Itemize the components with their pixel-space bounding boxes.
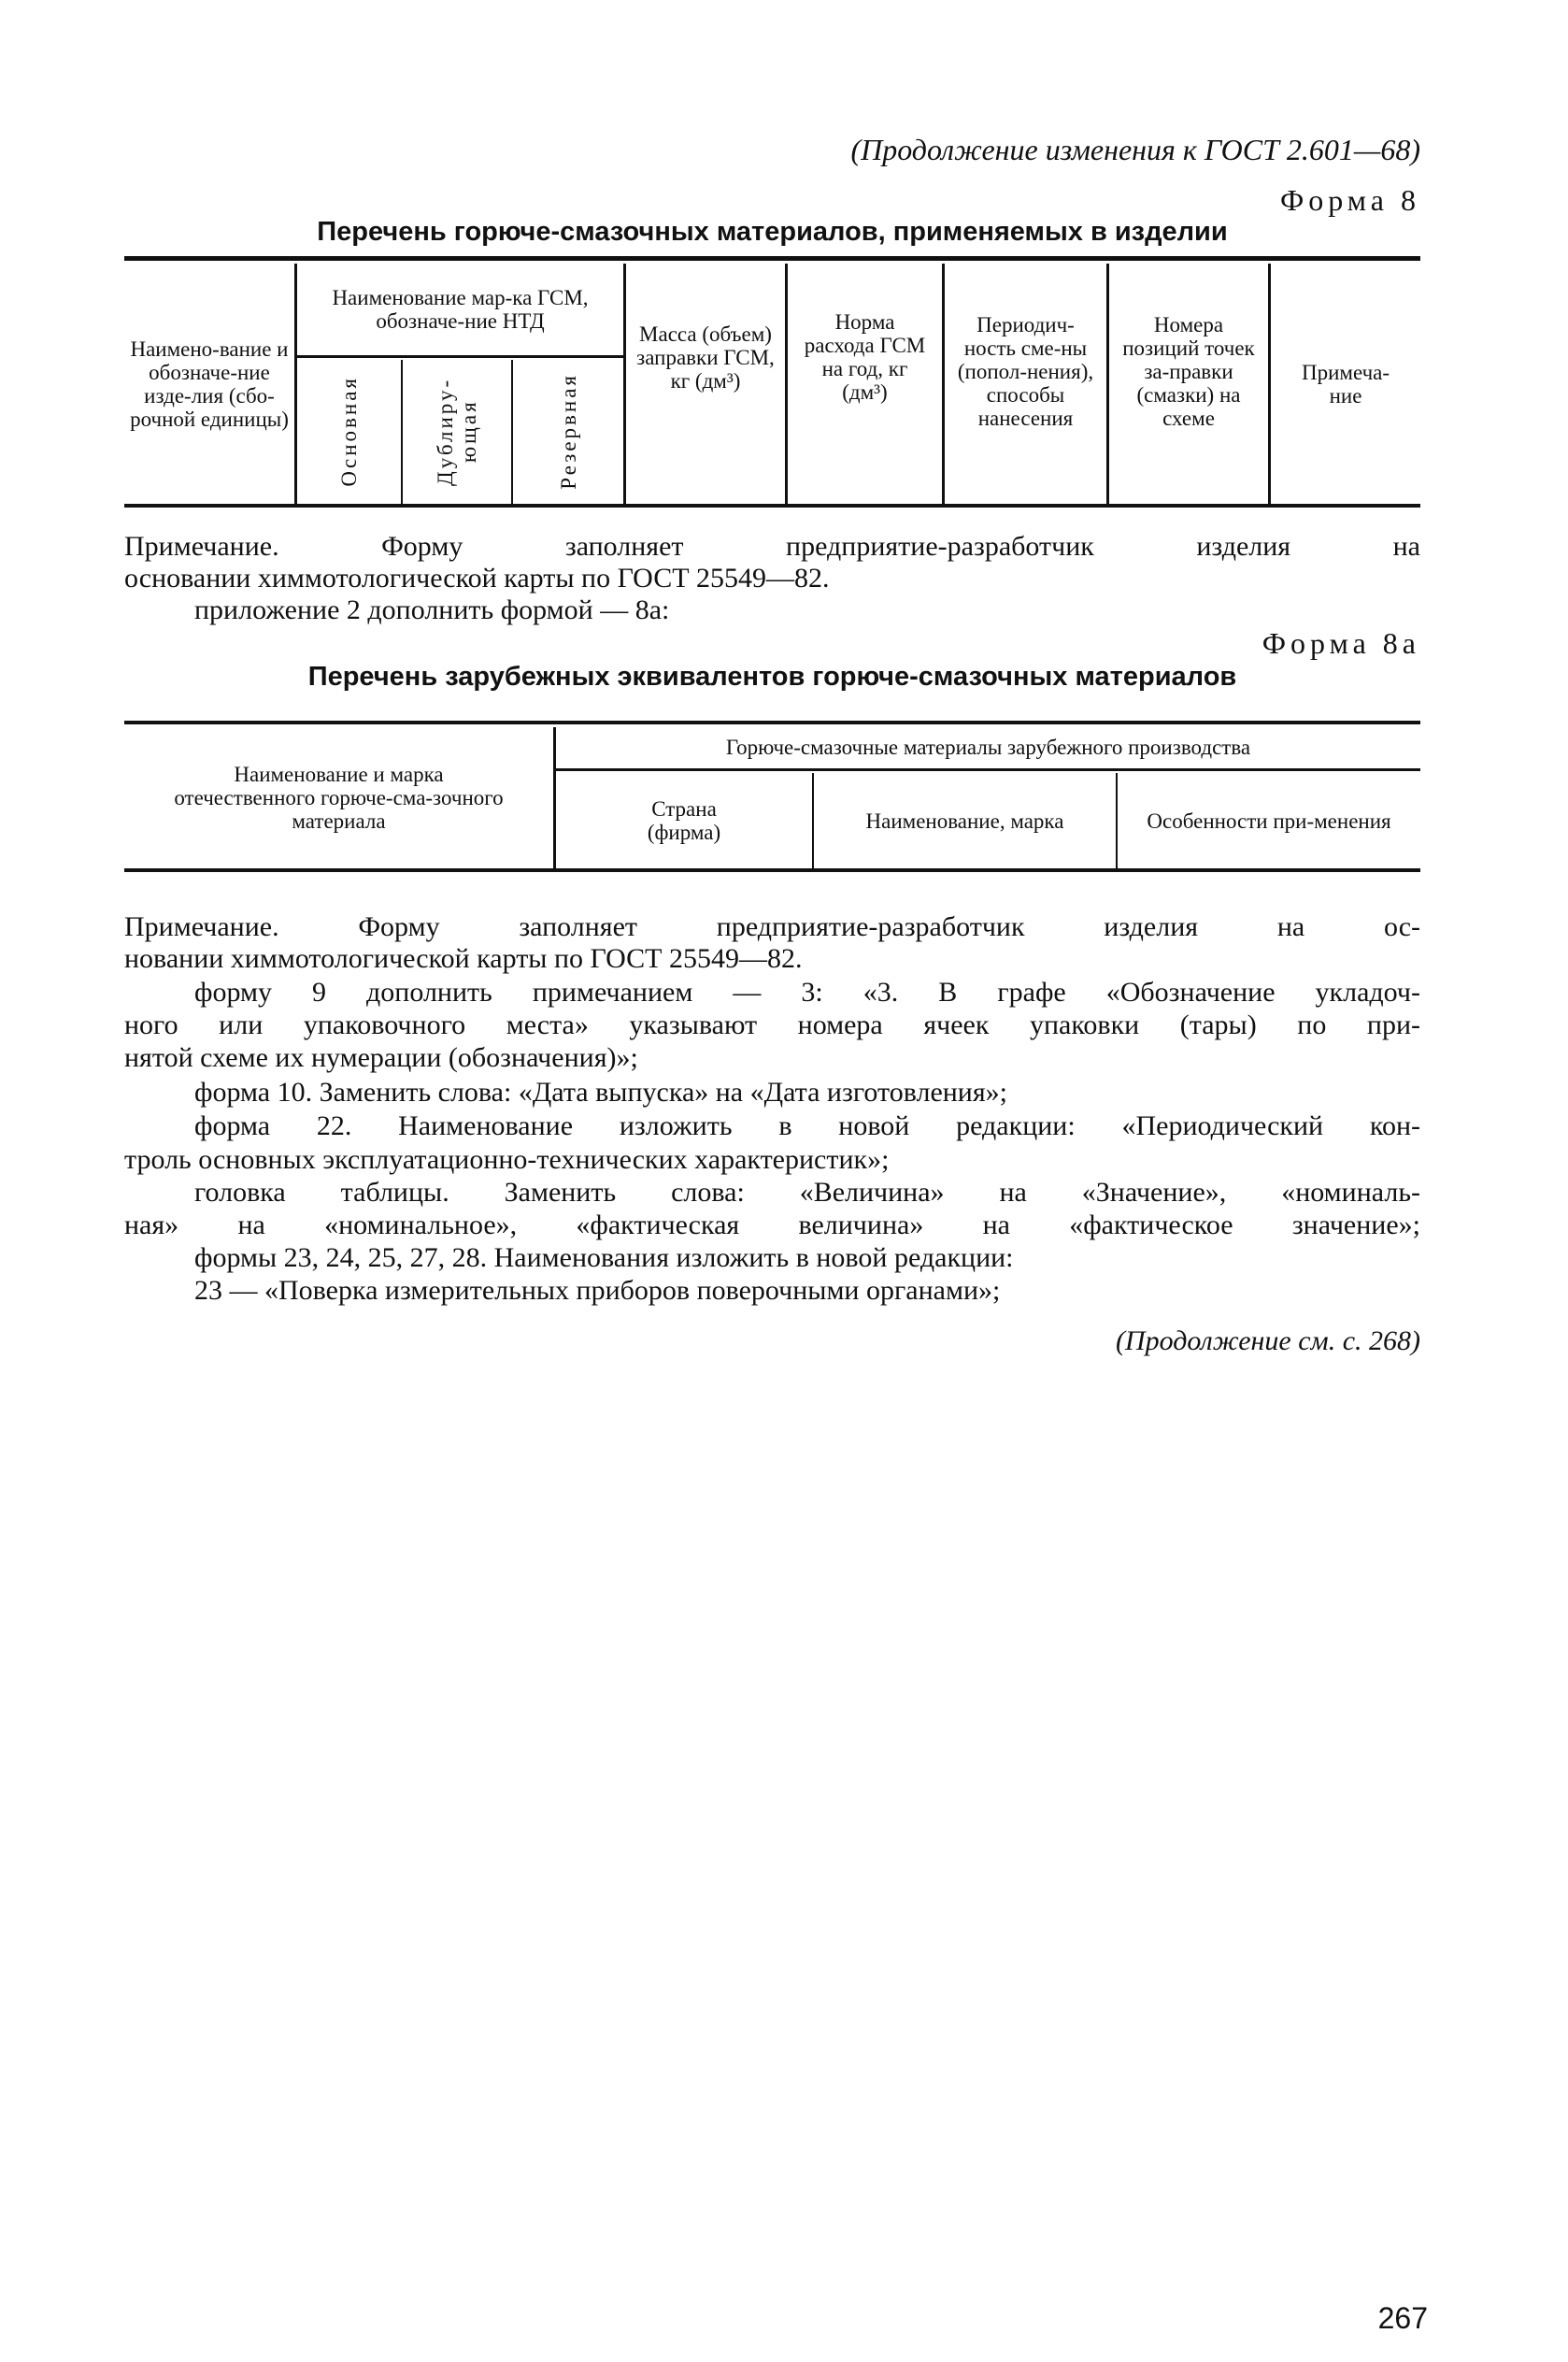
form-8a-note-line: Примечание. Форму заполняет предприятие-разработчик изделия на ос- <box>124 911 1420 942</box>
col-group-foreign: Горюче-смазочные материалы зарубежного производства <box>725 735 1251 759</box>
form-8-note-line: Примечание. Форму заполняет предприятие-разработчик изделия на <box>124 531 1420 562</box>
form-8a-label: Форма 8а <box>1262 626 1420 660</box>
subcol-reserve: Резервная <box>556 373 580 490</box>
col-positions: Номера позиций точек за-правки (смазки) на схеме <box>1122 312 1255 430</box>
col-periodicity: Периодич-ность сме-ны (попол-нения), способы нанесения <box>957 312 1094 430</box>
col-product-name: Наимено-вание и обозначе-ние изде-лия (сбо-рочной единицы) <box>130 336 289 431</box>
body-line: головка таблицы. Заменить слова: «Величина» на «Значение», «номиналь- <box>194 1177 1420 1208</box>
form-8-note-line: основании химмотологической карты по ГОСТ 25549—82. <box>124 563 830 594</box>
body-line: форма 22. Наименование изложить в новой редакции: «Периодический кон- <box>194 1110 1420 1141</box>
appendix-add-text: приложение 2 дополнить формой — 8а: <box>194 594 670 625</box>
form-8a-note-line: новании химмотологической карты по ГОСТ 25549—82. <box>124 943 803 974</box>
continuation-header: (Продолжение изменения к ГОСТ 2.601—68) <box>850 133 1420 166</box>
body-line: ного или упаковочного места» указывают номера ячеек упаковки (тары) по при- <box>124 1009 1420 1040</box>
col-application: Особенности при-менения <box>1147 809 1391 833</box>
col-fuel-brand: Наименование мар-ка ГСМ, обозначе-ние НТД <box>332 286 589 333</box>
form-8-label: Форма 8 <box>1279 183 1420 217</box>
col-mass: Масса (объем) заправки ГСМ, кг (дм³) <box>636 322 775 393</box>
col-domestic-fuel: Наименование и марка отечественного горюче-сма-зочного материала <box>174 763 504 833</box>
form-8-title: Перечень горюче-смазочных материалов, применяемых в изделии <box>317 217 1228 247</box>
col-rate: Норма расхода ГСМ на год, кг (дм³) <box>804 310 926 404</box>
body-line: форма 10. Заменить слова: «Дата выпуска» на «Дата изготовления»; <box>194 1077 1007 1108</box>
body-line: троль основных эксплуатационно-технических характеристик»; <box>124 1144 890 1175</box>
col-note: Примеча-ние <box>1301 360 1390 408</box>
body-line: формы 23, 24, 25, 27, 28. Наименования изложить в новой редакции: <box>194 1242 1014 1273</box>
body-line: 23 — «Поверка измерительных приборов поверочными органами»; <box>194 1275 1001 1306</box>
body-line: форму 9 дополнить примечанием — 3: «3. В графе «Обозначение укладоч- <box>194 977 1420 1008</box>
body-line: нятой схеме их нумерации (обозначения)»; <box>124 1042 638 1073</box>
subcol-main: Основная <box>337 376 361 487</box>
body-line: ная» на «номинальное», «фактическая величина» на «фактическое значение»; <box>124 1210 1420 1240</box>
form-8a-title: Перечень зарубежных эквивалентов горюче-смазочных материалов <box>307 662 1237 692</box>
col-name-brand: Наименование, марка <box>865 809 1064 833</box>
page-number: 267 <box>1377 2301 1428 2335</box>
col-country: Страна (фирма) <box>647 797 721 844</box>
continuation-footer: (Продолжение см. с. 268) <box>1115 1325 1420 1356</box>
subcol-duplicate: Дублиру-ющая <box>434 377 480 486</box>
